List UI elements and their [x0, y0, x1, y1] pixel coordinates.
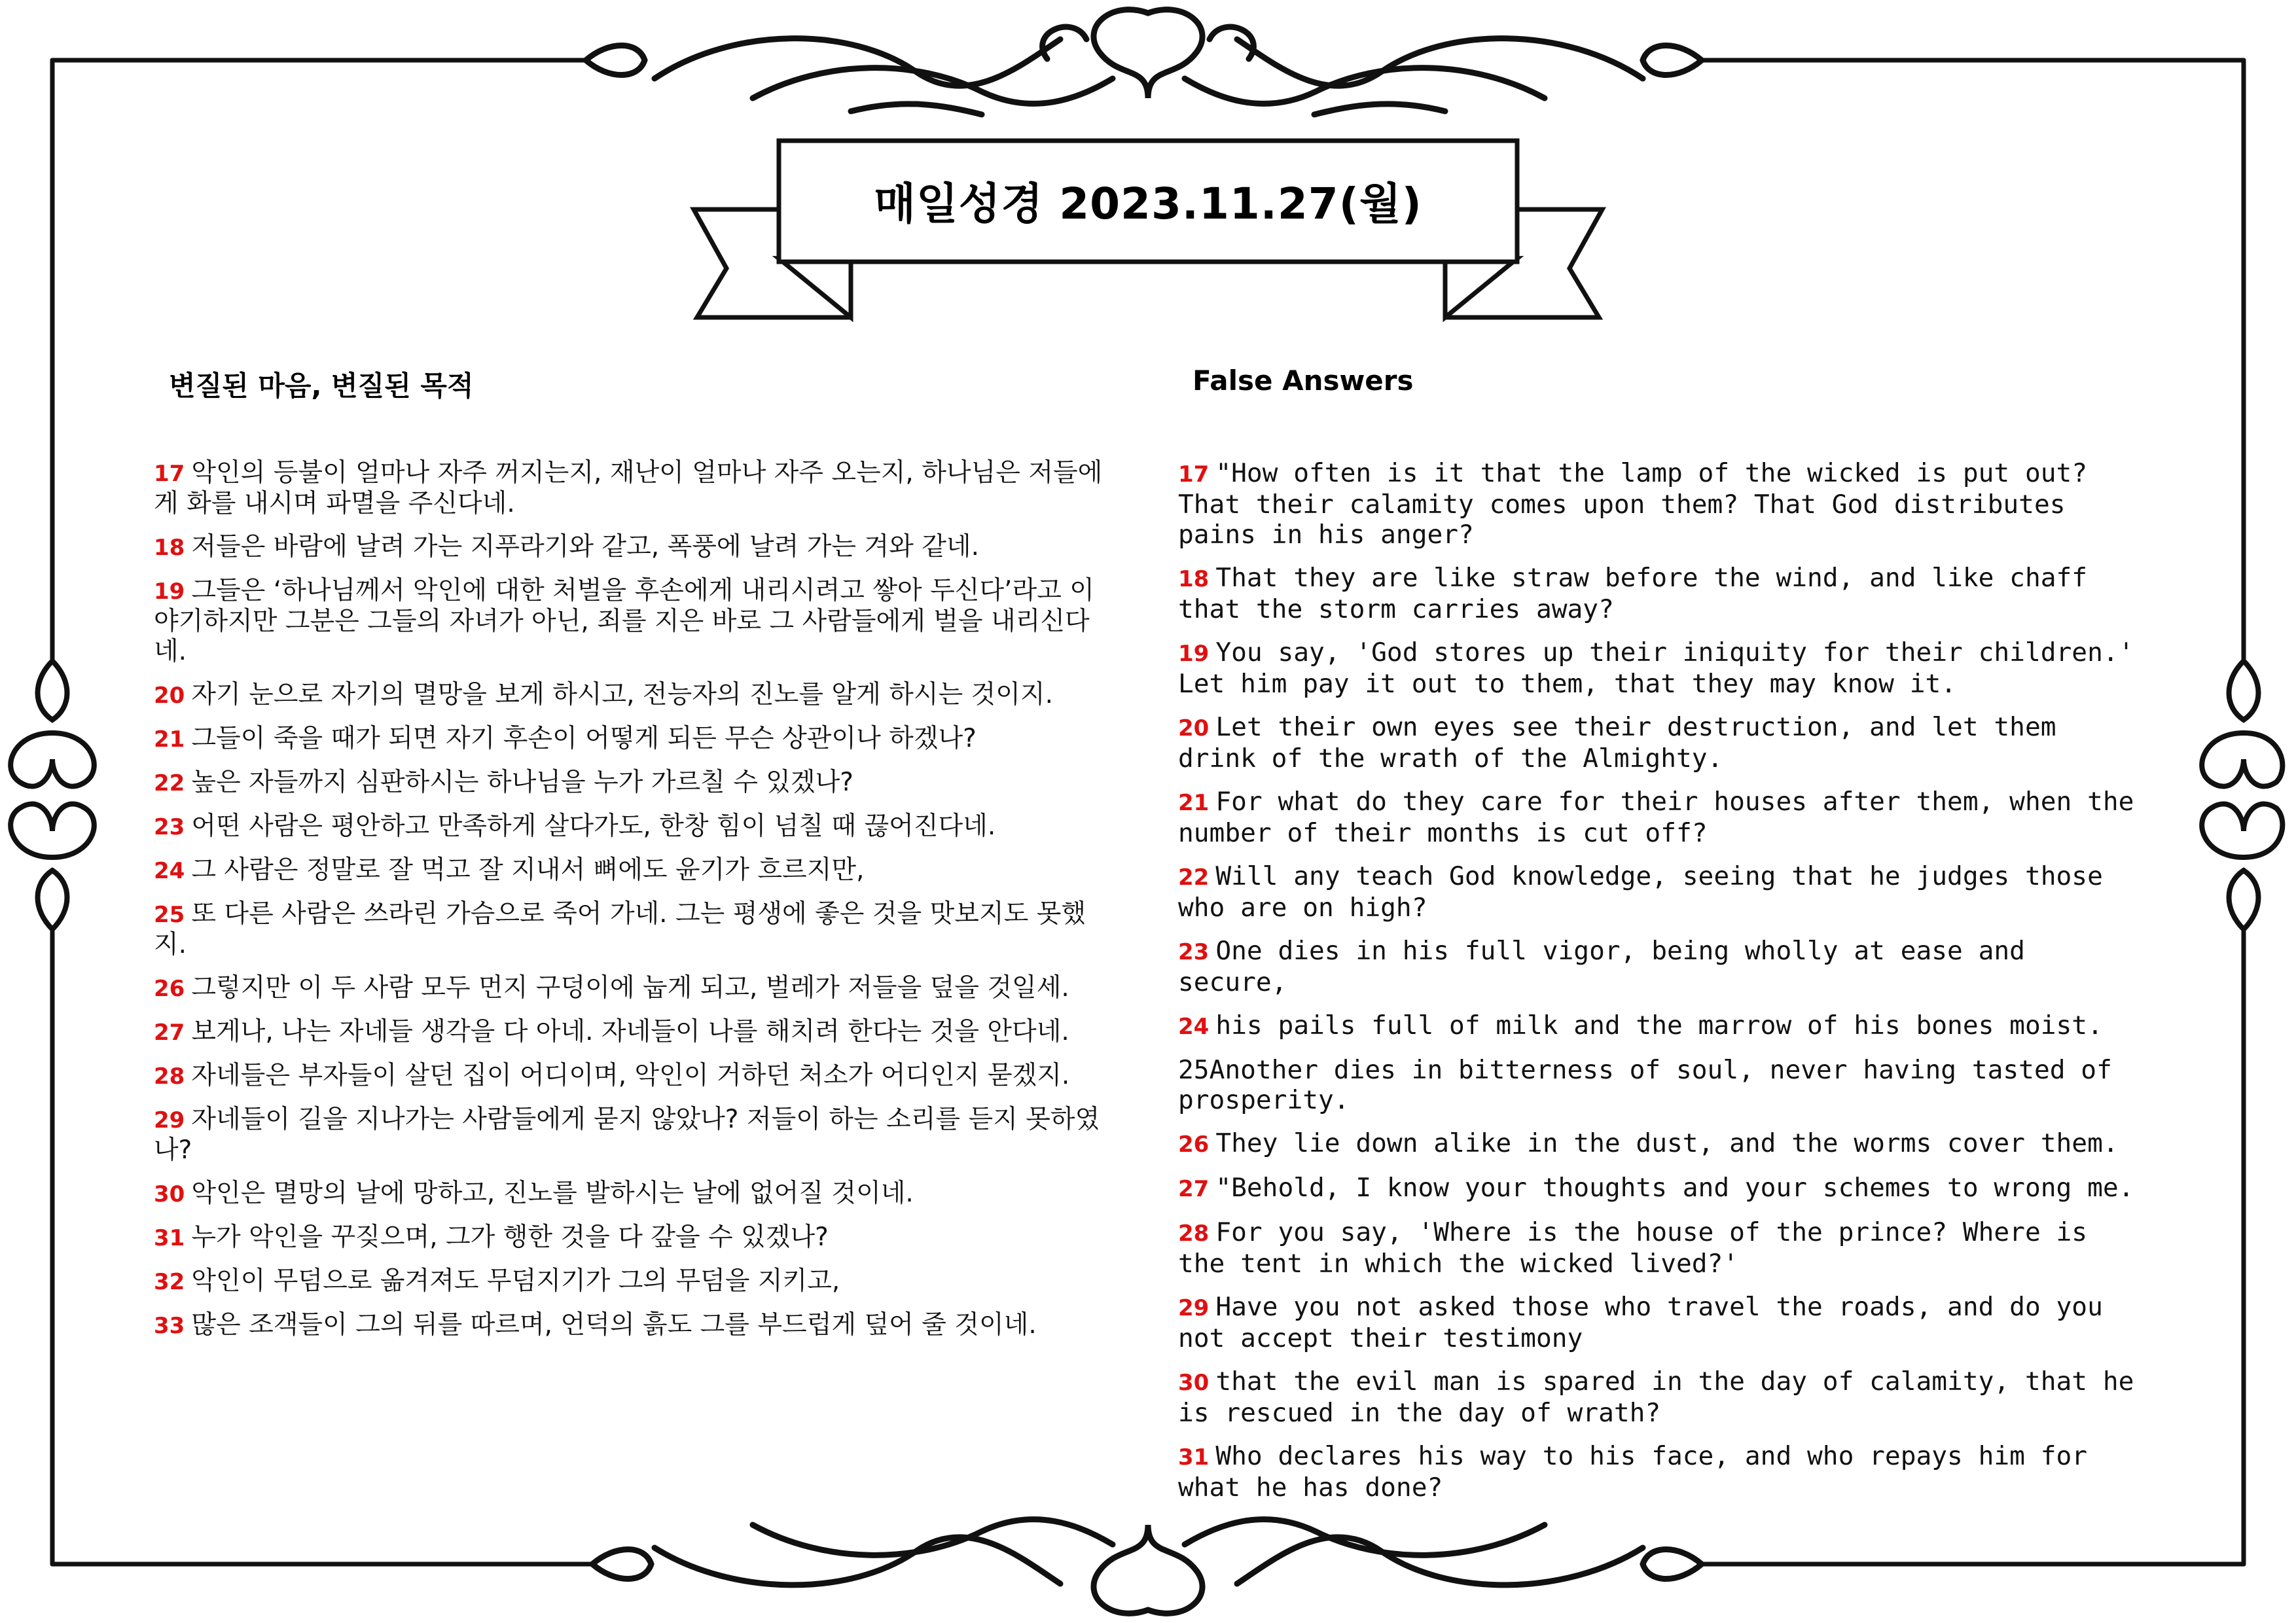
verse-number: 17: [1178, 461, 1210, 488]
verse-text: 자네들이 길을 지나가는 사람들에게 묻지 않았나? 저들이 하는 소리를 듣지 못하였나?: [154, 1105, 1100, 1165]
verse-text: 악인이 무덤으로 옮겨져도 무덤지기가 그의 무덤을 지키고,: [191, 1266, 840, 1296]
verse-english-27: [1178, 1173, 2147, 1204]
english-heading: False Answers: [1193, 365, 1414, 397]
verse-text: 또 다른 사람은 쓰라린 가슴으로 죽어 가네. 그는 평생에 좋은 것을 맛보지도 못했지.: [154, 899, 1086, 959]
verse-number: 33: [154, 1313, 185, 1339]
verse-korean-19: [154, 576, 1113, 667]
verse-english-24: [1178, 1010, 2147, 1042]
verse-english-28: [1178, 1217, 2147, 1279]
bottom-ornament: [592, 1520, 1702, 1614]
top-ornament: [586, 10, 1702, 115]
verse-korean-33: [154, 1310, 1113, 1341]
verse-korean-27: [154, 1017, 1113, 1048]
verse-number: 21: [1178, 790, 1210, 816]
verse-text: that the evil man is spared in the day of calamity, that he is rescued in the day of wrath?: [1178, 1366, 2134, 1428]
verse-english-19: [1178, 637, 2147, 699]
verse-number: 29: [1178, 1295, 1210, 1321]
verse-text: Who declares his way to his face, and who repays him for what he has done?: [1178, 1441, 2088, 1503]
verse-number: 21: [154, 726, 185, 753]
verse-english-23: [1178, 936, 2147, 997]
verse-text: 많은 조객들이 그의 뒤를 따르며, 언덕의 흙도 그를 부드럽게 덮어 줄 것이네.: [191, 1310, 1037, 1340]
verse-korean-23: [154, 812, 1113, 842]
verse-text: 악인은 멸망의 날에 망하고, 진노를 발하시는 날에 없어질 것이네.: [191, 1179, 914, 1208]
page-title: 매일성경 2023.11.27(월): [874, 179, 1422, 229]
verse-text: 그들은 ‘하나님께서 악인에 대한 처벌을 후손에게 내리시려고 쌓아 두신다’라고 이야기하지만 그분은 그들의 자녀가 아닌, 죄를 지은 바로 그 사람들에게 벌을 내리신다네.: [154, 576, 1094, 666]
right-ornament: [2202, 661, 2282, 929]
verse-number: 27: [1178, 1176, 1210, 1202]
verse-english-30: [1178, 1366, 2147, 1428]
verse-text: Another dies in bitterness of soul, never having tasted of prosperity.: [1178, 1055, 2112, 1115]
verse-text: 악인의 등불이 얼마나 자주 꺼지는지, 재난이 얼마나 자주 오는지, 하나님은 저들에게 화를 내시며 파멸을 주신다네.: [154, 458, 1103, 518]
verse-text: For what do they care for their houses after them, when the number of their months is cut off?: [1178, 787, 2134, 848]
verse-number: 25: [1178, 1055, 1210, 1085]
verse-number: 27: [154, 1020, 185, 1046]
verse-text: Will any teach God knowledge, seeing that he judges those who are on high?: [1178, 861, 2103, 923]
verse-text: 그들이 죽을 때가 되면 자기 후손이 어떻게 되든 무슨 상관이나 하겠나?: [191, 724, 977, 753]
verse-text: Let their own eyes see their destruction, and let them drink of the wrath of the Almighty.: [1178, 712, 2056, 774]
verse-number: 30: [1178, 1370, 1210, 1396]
verse-english-18: [1178, 563, 2147, 624]
verse-number: 31: [154, 1225, 185, 1251]
verse-english-29: [1178, 1292, 2147, 1353]
verse-text: That they are like straw before the wind, and like chaff that the storm carries away?: [1178, 563, 2088, 624]
verse-number: 17: [154, 461, 185, 487]
korean-heading: 변질된 마음, 변질된 목적: [169, 370, 474, 402]
verse-number: 28: [154, 1063, 185, 1090]
verse-english-31: [1178, 1441, 2147, 1503]
verse-number: 30: [154, 1181, 185, 1207]
verse-korean-32: [154, 1266, 1113, 1297]
verse-text: 자기 눈으로 자기의 멸망을 보게 하시고, 전능자의 진노를 알게 하시는 것이지.: [191, 680, 1053, 709]
verse-number: 26: [154, 976, 185, 1002]
verse-number: 24: [1178, 1014, 1210, 1040]
verse-text: 그렇지만 이 두 사람 모두 먼지 구덩이에 눕게 되고, 벌레가 저들을 덮을 것일세.: [191, 973, 1069, 1003]
verse-text: One dies in his full vigor, being wholly at ease and secure,: [1178, 936, 2025, 997]
verse-english-25: [1178, 1055, 2147, 1115]
verse-number: 19: [154, 579, 185, 605]
verse-number: 19: [1178, 641, 1210, 667]
verse-number: 20: [154, 683, 185, 709]
verse-english-26: [1178, 1128, 2147, 1160]
verse-text: "Behold, I know your thoughts and your schemes to wrong me.: [1215, 1173, 2134, 1203]
english-verses: [1178, 458, 2147, 1516]
verse-text: 누가 악인을 꾸짖으며, 그가 행한 것을 다 갚을 수 있겠나?: [191, 1222, 829, 1252]
verse-text: 저들은 바람에 날려 가는 지푸라기와 같고, 폭풍에 날려 가는 겨와 같네.: [191, 532, 979, 562]
verse-korean-21: [154, 724, 1113, 755]
verse-korean-22: [154, 768, 1113, 798]
verse-korean-18: [154, 532, 1113, 563]
verse-text: 높은 자들까지 심판하시는 하나님을 누가 가르칠 수 있겠나?: [191, 768, 853, 797]
verse-number: 29: [154, 1107, 185, 1133]
verse-text: Have you not asked those who travel the roads, and do you not accept their testimony: [1178, 1292, 2103, 1353]
verse-number: 18: [154, 535, 185, 561]
verse-korean-29: [154, 1105, 1113, 1166]
left-ornament: [10, 661, 94, 929]
verse-text: 어떤 사람은 평안하고 만족하게 살다가도, 한창 힘이 넘칠 때 끊어진다네.: [191, 812, 996, 841]
verse-korean-20: [154, 680, 1113, 711]
verse-text: You say, 'God stores up their iniquity for their children.' Let him pay it out to them, that they may know it.: [1178, 637, 2134, 699]
verse-text: They lie down alike in the dust, and the worms cover them.: [1215, 1128, 2119, 1158]
korean-verses: [154, 458, 1113, 1354]
verse-number: 31: [1178, 1444, 1210, 1471]
verse-text: For you say, 'Where is the house of the prince? Where is the tent in which the wicked lived?': [1178, 1217, 2088, 1279]
verse-number: 22: [1178, 865, 1210, 891]
verse-number: 20: [1178, 715, 1210, 741]
verse-english-20: [1178, 712, 2147, 774]
verse-korean-31: [154, 1222, 1113, 1253]
verse-korean-30: [154, 1179, 1113, 1209]
verse-english-17: [1178, 458, 2147, 550]
verse-text: 보게나, 나는 자네들 생각을 다 아네. 자네들이 나를 해치려 한다는 것을 안다네.: [191, 1017, 1069, 1046]
verse-text: 자네들은 부자들이 살던 집이 어디이며, 악인이 거하던 처소가 어디인지 묻겠지.: [191, 1061, 1070, 1090]
verse-korean-26: [154, 973, 1113, 1004]
verse-text: "How often is it that the lamp of the wicked is put out? That their calamity comes upon them? That God distributes pains in his anger?: [1178, 458, 2088, 550]
verse-number: 23: [1178, 939, 1210, 965]
verse-english-22: [1178, 861, 2147, 923]
verse-korean-24: [154, 855, 1113, 886]
verse-number: 25: [154, 902, 185, 928]
verse-number: 23: [154, 814, 185, 840]
verse-number: 32: [154, 1269, 185, 1295]
verse-korean-28: [154, 1061, 1113, 1092]
verse-korean-17: [154, 458, 1113, 519]
verse-number: 24: [154, 858, 185, 884]
verse-english-21: [1178, 787, 2147, 848]
verse-number: 26: [1178, 1132, 1210, 1158]
verse-number: 28: [1178, 1221, 1210, 1247]
verse-text: his pails full of milk and the marrow of his bones moist.: [1215, 1010, 2103, 1041]
verse-number: 22: [154, 770, 185, 796]
verse-text: 그 사람은 정말로 잘 먹고 잘 지내서 뼈에도 윤기가 흐르지만,: [191, 855, 865, 885]
verse-korean-25: [154, 899, 1113, 960]
verse-number: 18: [1178, 566, 1210, 592]
